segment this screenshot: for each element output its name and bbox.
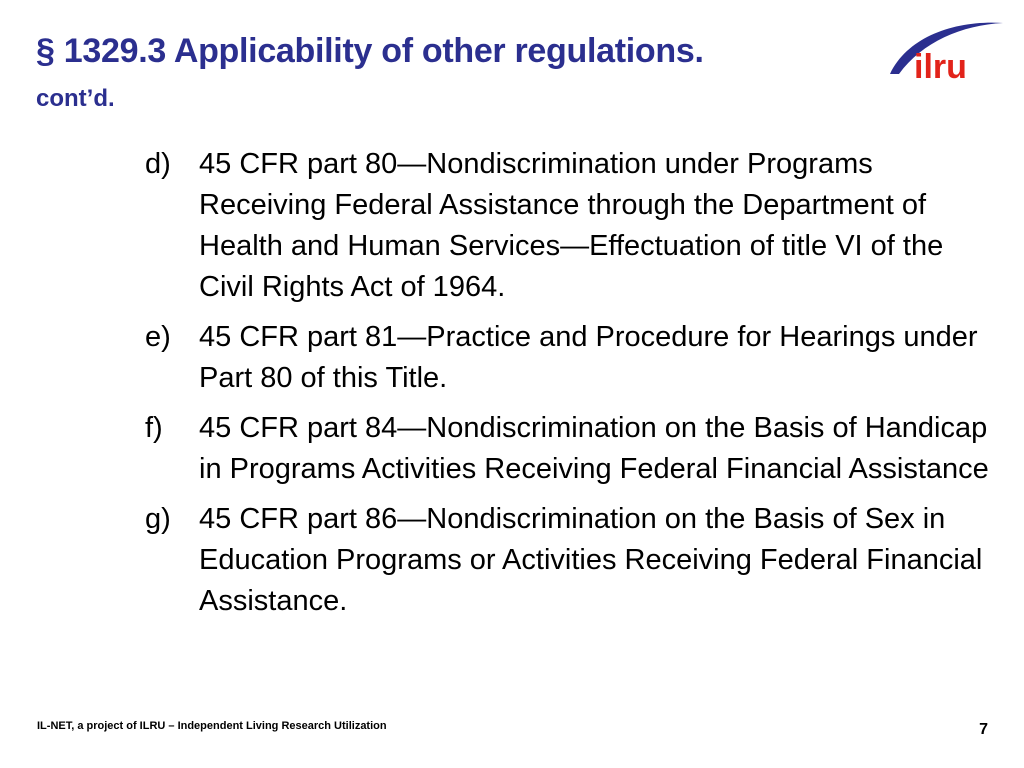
list-item [145, 408, 995, 490]
list-item [145, 317, 995, 399]
list-item-marker: g) [145, 503, 171, 535]
list-item-text: 45 CFR part 80—Nondiscrimination under Programs Receiving Federal Assistance through the Department of Health and Human Services—Effectuation of title VI of the Civil Rights Act of 1964. [199, 148, 944, 303]
list-item-marker: f) [145, 412, 163, 444]
list-item [145, 499, 995, 622]
ilru-logo-graphic [884, 18, 1008, 84]
list-item-text: 45 CFR part 86—Nondiscrimination on the Basis of Sex in Education Programs or Activities Receiving Federal Financial Assistance. [199, 503, 983, 617]
footer-text: IL-NET, a project of ILRU – Independent Living Research Utilization [37, 720, 387, 732]
list-item-marker: d) [145, 148, 171, 180]
slide-title: § 1329.3 Applicability of other regulations. [36, 32, 704, 70]
list-item [145, 144, 995, 308]
list-item-marker: e) [145, 321, 171, 353]
page-number: 7 [979, 721, 988, 738]
list-item-text: 45 CFR part 81—Practice and Procedure for Hearings under Part 80 of this Title. [199, 321, 978, 394]
regulation-list [145, 144, 995, 631]
logo-wordmark: ilru [914, 48, 967, 84]
list-item-text: 45 CFR part 84—Nondiscrimination on the Basis of Handicap in Programs Activities Receiving Federal Financial Assistance [199, 412, 989, 485]
ilru-logo-icon [884, 18, 1008, 84]
slide-subtitle: cont’d. [36, 85, 115, 112]
